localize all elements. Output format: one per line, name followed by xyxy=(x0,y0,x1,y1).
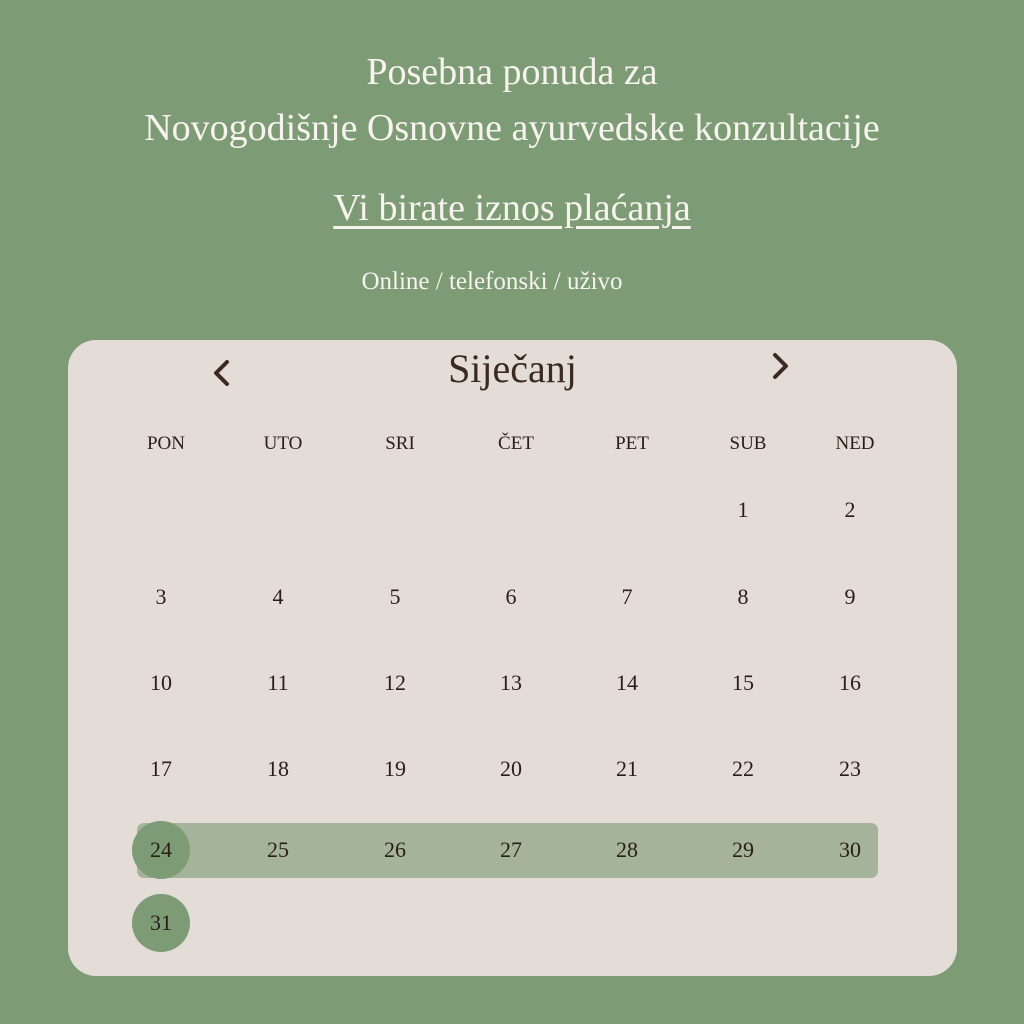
next-month-button[interactable] xyxy=(760,346,800,386)
calendar-day[interactable]: 22 xyxy=(732,756,754,781)
calendar-day[interactable]: 8 xyxy=(737,584,749,609)
calendar-card xyxy=(68,340,957,976)
calendar-day[interactable]: 16 xyxy=(839,670,861,695)
calendar-day[interactable]: 4 xyxy=(272,584,284,609)
weekday-header: PET xyxy=(615,433,649,454)
chevron-left-icon xyxy=(211,358,233,388)
calendar-day[interactable]: 26 xyxy=(384,837,406,862)
calendar-day[interactable]: 15 xyxy=(732,670,754,695)
title-line-1: Posebna ponuda za xyxy=(366,51,658,93)
calendar-day[interactable]: 18 xyxy=(267,756,289,781)
calendar-day[interactable]: 19 xyxy=(384,756,406,781)
offer-subtitle: Vi birate iznos plaćanja xyxy=(333,187,691,229)
calendar-day[interactable]: 1 xyxy=(737,497,749,522)
weekday-header: SUB xyxy=(729,433,767,454)
consultation-modes: Online / telefonski / uživo xyxy=(361,268,623,295)
calendar-day[interactable]: 10 xyxy=(150,670,172,695)
calendar-day[interactable]: 11 xyxy=(267,670,289,695)
calendar-day[interactable]: 27 xyxy=(500,837,522,862)
month-label: Siječanj xyxy=(448,346,577,391)
weekday-header: NED xyxy=(835,433,875,454)
calendar-day[interactable]: 17 xyxy=(150,756,172,781)
calendar-day[interactable]: 28 xyxy=(616,837,638,862)
calendar-day[interactable]: 3 xyxy=(155,584,167,609)
calendar-day[interactable]: 14 xyxy=(616,670,638,695)
weekday-header: PON xyxy=(146,433,185,454)
calendar-day[interactable]: 30 xyxy=(839,837,861,862)
weekday-header: UTO xyxy=(263,433,303,454)
chevron-right-icon xyxy=(769,351,791,381)
calendar-day[interactable]: 21 xyxy=(616,756,638,781)
calendar-day[interactable]: 12 xyxy=(384,670,406,695)
weekday-header: SRI xyxy=(385,433,415,454)
calendar-day[interactable]: 29 xyxy=(732,837,754,862)
calendar-day[interactable]: 25 xyxy=(267,837,289,862)
calendar-day[interactable]: 23 xyxy=(839,756,861,781)
weekday-header: ČET xyxy=(498,433,534,454)
calendar-day[interactable]: 5 xyxy=(389,584,401,609)
calendar-day[interactable]: 13 xyxy=(500,670,522,695)
calendar-day[interactable]: 24 xyxy=(150,837,172,862)
calendar-day[interactable]: 7 xyxy=(621,584,633,609)
calendar-day[interactable]: 31 xyxy=(150,910,172,935)
title-line-2: Novogodišnje Osnovne ayurvedske konzultacije xyxy=(144,107,880,149)
previous-month-button[interactable] xyxy=(202,353,242,393)
calendar-day[interactable]: 2 xyxy=(844,497,856,522)
calendar-day[interactable]: 6 xyxy=(505,584,517,609)
calendar-day[interactable]: 20 xyxy=(500,756,522,781)
calendar-day[interactable]: 9 xyxy=(844,584,856,609)
